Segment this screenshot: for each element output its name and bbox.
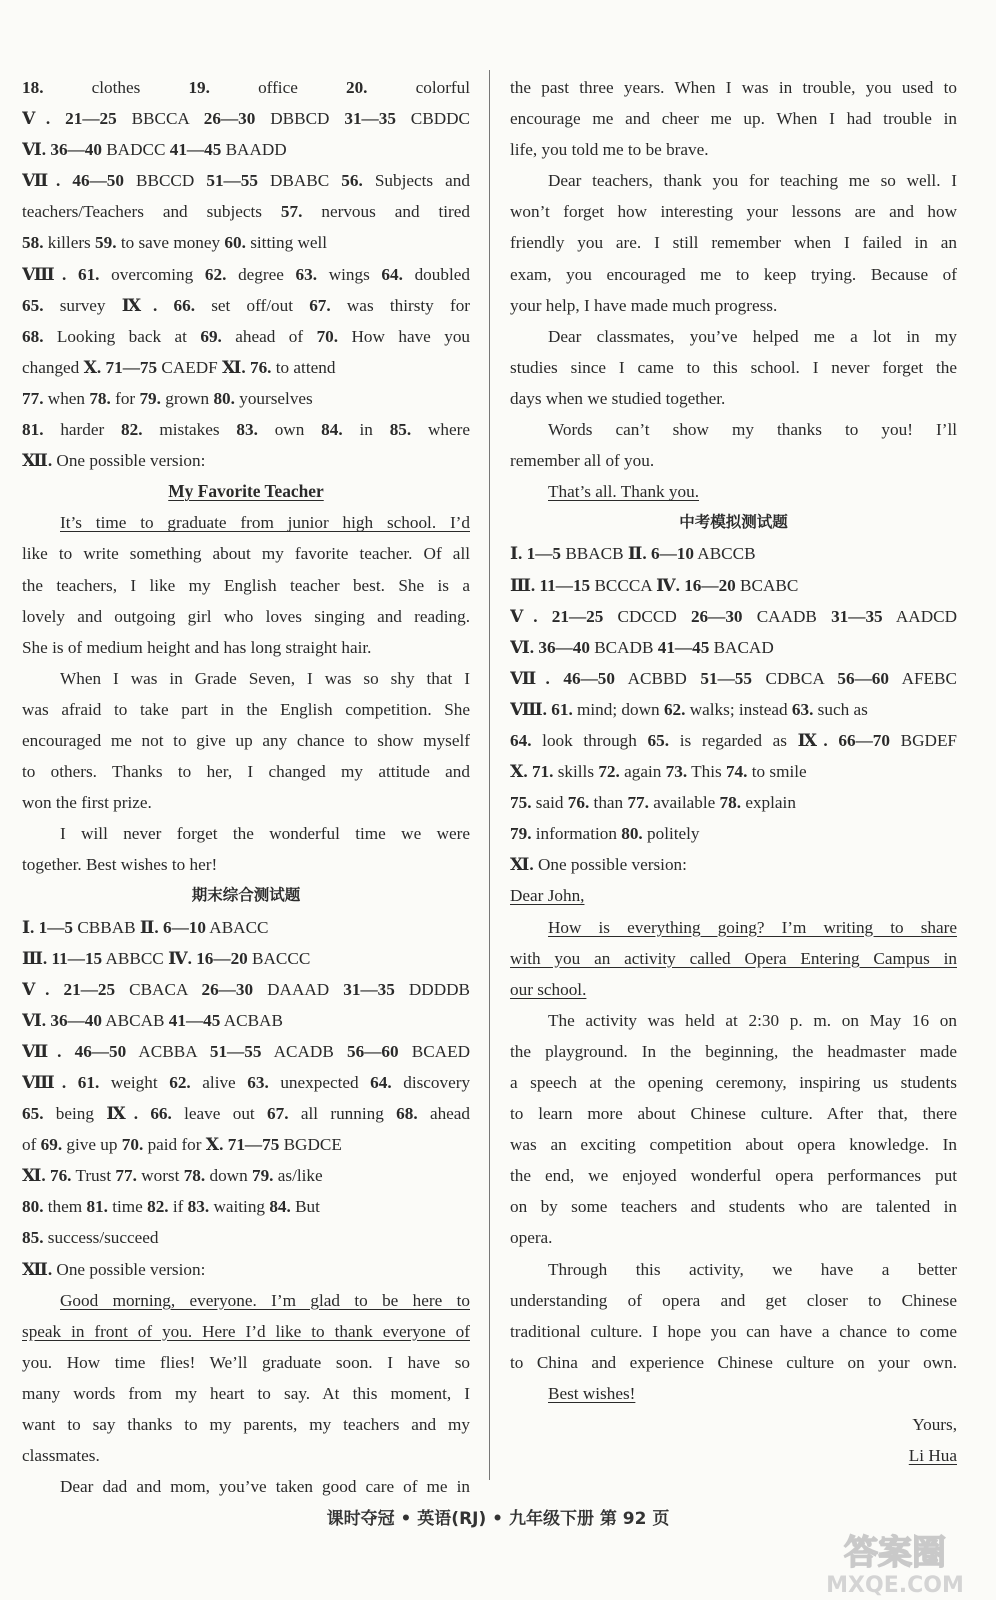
right-line-30: The activity was held at 2:30 p. m. on May 16 on xyxy=(548,1010,957,1030)
left-line-12: Ⅻ. One possible version: xyxy=(22,451,206,471)
left-line-8: 68. Looking back at 69. ahead of 70. How have you xyxy=(22,326,470,346)
left-line-6: Ⅷ. 61. overcoming 62. degree 63. wings 64. doubled xyxy=(22,264,470,284)
right-line-13: That’s all. Thank you. xyxy=(548,482,700,502)
right-line-0: the past three years. When I was in trouble, you used to xyxy=(510,78,957,97)
left-line-30: Ⅵ. 36—40 ABCAB 41—45 ACBAB xyxy=(22,1010,283,1030)
left-line-11: 81. harder 82. mistakes 83. own 84. in 85. where xyxy=(22,420,470,440)
left-line-45: Dear dad and mom, you’ve taken good care of me in xyxy=(60,1477,470,1497)
left-line-41: you. How time flies! We’ll graduate soon. I have so xyxy=(22,1352,470,1372)
right-column xyxy=(510,72,957,1471)
left-line-38: Ⅻ. One possible version: xyxy=(22,1259,206,1279)
right-line-31: the playground. In the beginning, the headmaster made xyxy=(510,1041,957,1061)
right-line-44: Li Hua xyxy=(908,1446,957,1466)
right-line-2: life, you told me to be brave. xyxy=(510,140,709,160)
right-line-27: How is everything going? I’m writing to share xyxy=(548,917,957,937)
right-line-21: 64. look through 65. is regarded as Ⅸ. 66—70 BGDEF xyxy=(510,730,957,750)
left-line-3: Ⅶ. 46—50 BBCCD 51—55 DBABC 56. Subjects and xyxy=(22,171,470,191)
left-line-5: 58. killers 59. to save money 60. sitting well xyxy=(22,233,328,253)
left-line-25: together. Best wishes to her! xyxy=(22,855,218,875)
right-line-7: your help, I have made much progress. xyxy=(510,295,778,315)
left-line-16: the teachers, I like my English teacher best. She is a xyxy=(22,575,470,595)
left-line-18: She is of medium height and has long straight hair. xyxy=(22,637,372,657)
left-line-42: many words from my heart to say. At this moment, I xyxy=(22,1383,470,1403)
left-line-10: 77. when 78. for 79. grown 80. yourselves xyxy=(22,388,313,408)
right-line-17: Ⅴ. 21—25 CDCCD 26—30 CAADB 31—35 AADCD xyxy=(510,606,957,626)
left-line-32: Ⅷ. 61. weight 62. alive 63. unexpected 64. discovery xyxy=(22,1073,470,1092)
left-line-17: lovely and outgoing girl who loves singing and reading. xyxy=(22,606,470,626)
left-line-4: teachers/Teachers and subjects 57. nervous and tired xyxy=(22,202,470,222)
left-line-22: to others. Thanks to her, I changed my attitude and xyxy=(22,762,470,782)
right-line-24: 79. information 80. politely xyxy=(510,824,700,844)
right-line-40: traditional culture. I hope you can have a chance to come xyxy=(510,1321,957,1341)
left-line-40: speak in front of you. Here I’d like to thank everyone of xyxy=(22,1321,470,1341)
left-line-2: Ⅵ. 36—40 BADCC 41—45 BAADD xyxy=(22,140,287,160)
left-line-23: won the first prize. xyxy=(22,793,152,813)
right-line-12: remember all of you. xyxy=(510,451,655,471)
right-line-10: days when we studied together. xyxy=(510,388,726,408)
left-line-39: Good morning, everyone. I’m glad to be here to xyxy=(60,1290,470,1310)
left-line-27: Ⅰ. 1—5 CBBAB Ⅱ. 6—10 ABACC xyxy=(22,917,269,937)
left-line-13: My Favorite Teacher xyxy=(168,481,324,502)
right-line-29: our school. xyxy=(510,979,587,999)
left-line-36: 80. them 81. time 82. if 83. waiting 84. But xyxy=(22,1197,320,1217)
left-line-19: When I was in Grade Seven, I was so shy that I xyxy=(60,668,470,688)
right-line-23: 75. said 76. than 77. available 78. explain xyxy=(510,793,796,813)
left-line-44: classmates. xyxy=(22,1446,100,1466)
right-line-15: Ⅰ. 1—5 BBACB Ⅱ. 6—10 ABCCB xyxy=(510,544,756,564)
right-line-33: to learn more about Chinese culture. After that, there xyxy=(510,1104,957,1124)
left-column xyxy=(22,72,470,1502)
left-line-21: encouraged me not to give up any chance to show myself xyxy=(22,730,470,750)
left-line-31: Ⅶ. 46—50 ACBBA 51—55 ACADB 56—60 BCAED xyxy=(22,1041,470,1061)
right-line-4: won’t forget how interesting your lessons are and how xyxy=(510,202,957,222)
right-line-18: Ⅵ. 36—40 BCADB 41—45 BACAD xyxy=(510,637,774,657)
right-line-11: Words can’t show my thanks to you! I’ll xyxy=(548,420,957,440)
right-line-5: friendly you are. I still remember when I failed in an xyxy=(510,233,957,253)
right-line-3: Dear teachers, thank you for teaching me so well. I xyxy=(548,171,957,191)
left-line-34: of 69. give up 70. paid for Ⅹ. 71—75 BGDCE xyxy=(22,1135,342,1155)
right-line-19: Ⅶ. 46—50 ACBBD 51—55 CDBCA 56—60 AFEBC xyxy=(510,668,957,688)
watermark-logo xyxy=(800,1530,990,1596)
right-line-25: Ⅺ. One possible version: xyxy=(510,855,687,875)
watermark-text: MXQE.COM xyxy=(826,1573,964,1596)
right-line-41: to China and experience Chinese culture on your own. xyxy=(510,1352,957,1372)
right-line-16: Ⅲ. 11—15 BCCCA Ⅳ. 16—20 BCABC xyxy=(510,575,799,595)
left-line-1: Ⅴ. 21—25 BBCCA 26—30 DBBCD 31—35 CBDDC xyxy=(22,109,470,129)
right-line-9: studies since I came to this school. I never forget the xyxy=(510,357,957,377)
right-line-34: was an exciting competition about opera knowledge. In xyxy=(510,1135,957,1155)
page-footer: 课时夺冠 • 英语(RJ) • 九年级下册 第 92 页 xyxy=(326,1509,670,1529)
right-line-32: a speech at the opening ceremony, inspiring us students xyxy=(510,1073,957,1092)
right-line-8: Dear classmates, you’ve helped me a lot in my xyxy=(548,326,957,346)
right-line-26: Dear John, xyxy=(510,886,585,906)
left-line-15: like to write something about my favorite teacher. Of all xyxy=(22,544,470,564)
left-line-0: 18. clothes 19. office 20. colorful xyxy=(22,78,470,97)
left-line-9: changed Ⅹ. 71—75 CAEDF Ⅺ. 76. to attend xyxy=(22,357,336,377)
left-line-24: I will never forget the wonderful time we were xyxy=(60,824,470,844)
left-line-35: Ⅺ. 76. Trust 77. worst 78. down 79. as/like xyxy=(22,1166,323,1186)
right-line-35: the end, we enjoyed wonderful opera performances put xyxy=(510,1166,957,1186)
watermark-glyphs: 答案圈 xyxy=(844,1533,946,1573)
column-divider xyxy=(489,70,490,1480)
right-line-14: 中考模拟测试题 xyxy=(679,513,788,532)
right-line-1: encourage me and cheer me up. When I had trouble in xyxy=(510,109,957,129)
right-line-42: Best wishes! xyxy=(548,1383,636,1403)
left-line-43: want to say thanks to my parents, my teachers and my xyxy=(22,1415,470,1435)
right-line-43: Yours, xyxy=(912,1415,957,1435)
left-line-29: Ⅴ. 21—25 CBACA 26—30 DAAAD 31—35 DDDDB xyxy=(22,979,470,999)
left-line-37: 85. success/succeed xyxy=(22,1228,159,1248)
left-line-33: 65. being Ⅸ. 66. leave out 67. all running 68. ahead xyxy=(22,1104,470,1124)
right-line-28: with you an activity called Opera Entering Campus in xyxy=(510,948,957,968)
right-line-37: opera. xyxy=(510,1228,553,1248)
left-line-26: 期末综合测试题 xyxy=(191,886,301,905)
right-line-22: Ⅹ. 71. skills 72. again 73. This 74. to smile xyxy=(510,762,807,782)
left-line-7: 65. survey Ⅸ. 66. set off/out 67. was thirsty for xyxy=(22,295,470,315)
right-line-38: Through this activity, we have a better xyxy=(548,1259,957,1279)
left-line-28: Ⅲ. 11—15 ABBCC Ⅳ. 16—20 BACCC xyxy=(22,948,311,968)
left-line-14: It’s time to graduate from junior high school. I’d xyxy=(60,513,470,533)
right-line-20: Ⅷ. 61. mind; down 62. walks; instead 63. such as xyxy=(510,699,868,719)
right-line-36: on by some teachers and students who are talented in xyxy=(510,1197,957,1217)
right-line-6: exam, you encouraged me to keep trying. Because of xyxy=(510,264,957,284)
right-line-39: understanding of opera and get closer to Chinese xyxy=(510,1290,957,1310)
left-line-20: was afraid to take part in the English competition. She xyxy=(22,699,470,719)
